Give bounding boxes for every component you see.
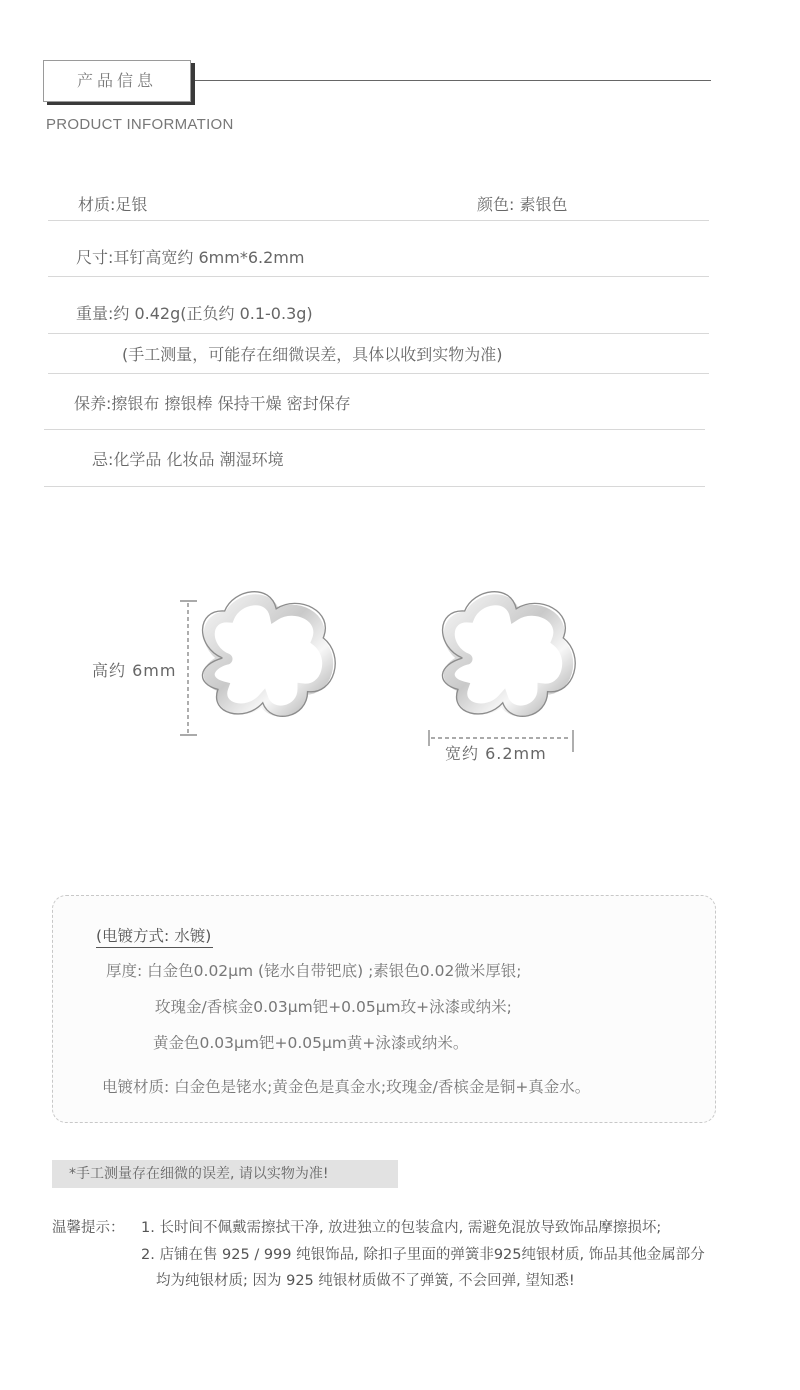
height-label: 高约 6mm (92, 661, 177, 680)
plating-thickness-line: 厚度: 白金色0.02μm (铑水自带钯底) ;素银色0.02微米厚银; (106, 962, 522, 980)
tip-item-2: 2. 店铺在售 925 / 999 纯银饰品, 除扣子里面的弹簧非925纯银材质, 饰品其他金属部分 (141, 1247, 705, 1263)
row-divider (44, 486, 705, 487)
row-divider (48, 276, 709, 277)
spec-material: 材质:足银 (78, 195, 148, 214)
spec-care: 保养:擦银布 擦银棒 保持干燥 密封保存 (74, 394, 351, 413)
tip-item-2-continued: 均为纯银材质; 因为 925 纯银材质做不了弹簧, 不会回弹, 望知悉! (156, 1273, 575, 1289)
spec-weight-note: (手工测量，可能存在细微误差，具体以收到实物为准) (122, 345, 503, 364)
plating-material-line: 电镀材质: 白金色是铑水;黄金色是真金水;玫瑰金/香槟金是铜+真金水。 (102, 1078, 591, 1096)
row-divider (48, 333, 709, 334)
header-divider (195, 80, 711, 81)
section-subtitle: PRODUCT INFORMATION (46, 116, 234, 133)
plating-rose-gold-line: 玫瑰金/香槟金0.03μm钯+0.05μm玫+泳漆或纳米; (155, 998, 512, 1016)
spec-color: 颜色: 素银色 (477, 195, 568, 214)
tips-label: 温馨提示： (52, 1220, 125, 1236)
measurement-note-bar (52, 1160, 398, 1188)
plating-title: (电镀方式: 水镀) (96, 924, 213, 948)
row-divider (48, 373, 709, 374)
row-divider (48, 220, 709, 221)
row-divider (44, 429, 705, 430)
spec-avoid: 忌:化学品 化妆品 潮湿环境 (92, 450, 284, 469)
tip-item-1: 1. 长时间不佩戴需擦拭干净, 放进独立的包装盒内, 需避免混放导致饰品摩擦损坏; (141, 1220, 662, 1236)
width-label: 宽约 6.2mm (445, 744, 547, 763)
plating-gold-line: 黄金色0.03μm钯+0.05μm黄+泳漆或纳米。 (153, 1034, 469, 1052)
section-title-box (43, 60, 191, 102)
earring-side-view (442, 592, 575, 717)
spec-weight: 重量:约 0.42g(正负约 0.1-0.3g) (76, 304, 313, 323)
measurement-note: *手工测量存在细微的误差, 请以实物为准! (69, 1166, 329, 1182)
section-title: 产品信息 (76, 71, 157, 90)
height-dimension-marker (180, 601, 197, 735)
earring-front-view (202, 592, 335, 717)
spec-size: 尺寸:耳钉高宽约 6mm*6.2mm (76, 248, 305, 267)
